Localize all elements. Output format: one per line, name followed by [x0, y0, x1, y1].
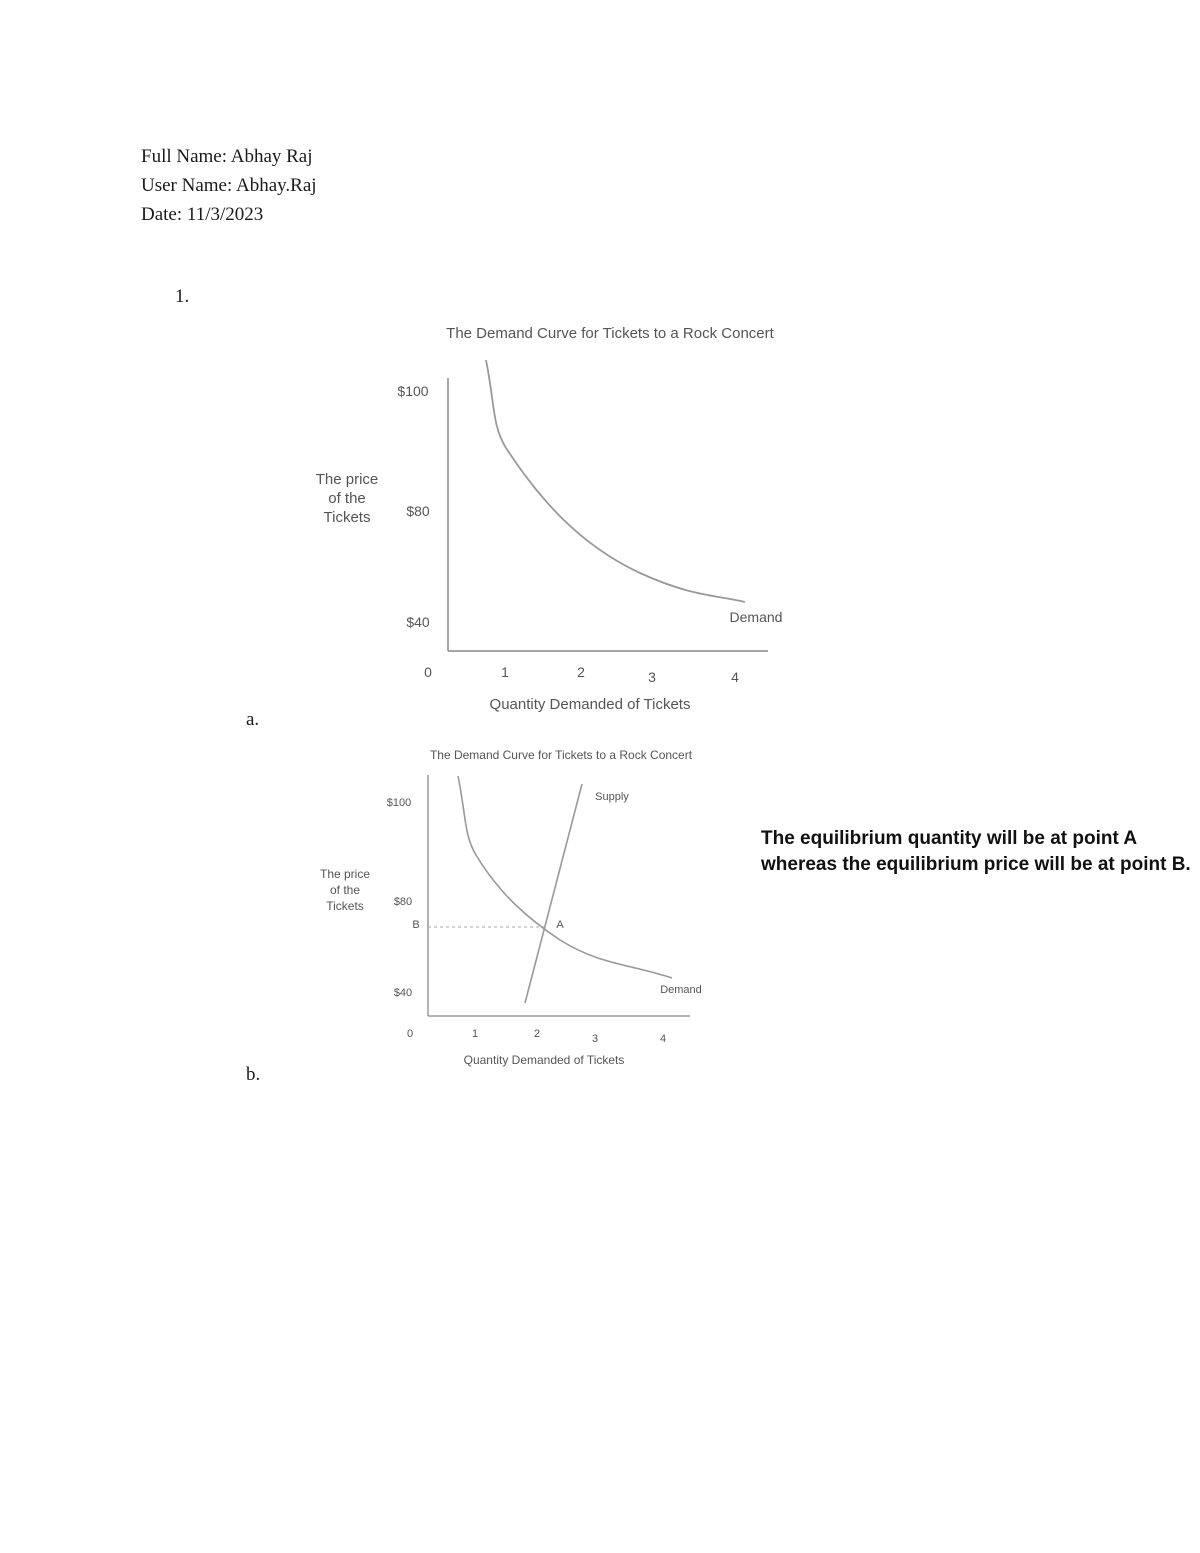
x-tick-1: 1 — [501, 664, 509, 680]
x-tick-3: 3 — [591, 1033, 599, 1045]
y-tick-40: $40 — [393, 987, 413, 999]
point-a-label: A — [556, 919, 564, 931]
full-name: Full Name: Abhay Raj — [141, 146, 313, 167]
y-axis-label-line-1: The price — [319, 867, 371, 881]
demand-label: Demand — [660, 984, 702, 996]
y-tick-100: $100 — [397, 383, 429, 399]
x-tick-2: 2 — [577, 664, 585, 680]
chart-title: The Demand Curve for Tickets to a Rock Concert — [446, 325, 774, 342]
part-a-label: a. — [246, 709, 260, 730]
y-axis-label-line-2: of the — [329, 883, 361, 897]
y-axis-label-line-2: of the — [328, 490, 366, 507]
point-b-label: B — [412, 919, 420, 931]
x-tick-0: 0 — [406, 1028, 414, 1040]
chart-title: The Demand Curve for Tickets to a Rock Concert — [429, 748, 693, 762]
demand-label: Demand — [729, 609, 783, 625]
x-axis-label: Quantity Demanded of Tickets — [463, 1053, 625, 1067]
y-tick-80: $80 — [393, 896, 413, 908]
y-tick-100: $100 — [386, 797, 412, 809]
demand-curve — [458, 776, 672, 978]
x-tick-4: 4 — [731, 669, 739, 685]
date: Date: 11/3/2023 — [141, 204, 264, 225]
part-b-label: b. — [246, 1064, 261, 1085]
user-name: User Name: Abhay.Raj — [141, 175, 317, 196]
x-tick-3: 3 — [648, 669, 656, 685]
equilibrium-answer: The equilibrium quantity will be at point A whereas the equilibrium price will be at point B. — [761, 828, 1191, 875]
x-tick-1: 1 — [471, 1028, 479, 1040]
y-axis-label-line-3: Tickets — [323, 509, 371, 526]
x-tick-4: 4 — [659, 1033, 667, 1045]
y-axis-label-line-3: Tickets — [326, 899, 364, 913]
x-axis-label: Quantity Demanded of Tickets — [489, 696, 691, 713]
y-tick-80: $80 — [406, 503, 430, 519]
supply-curve — [525, 784, 582, 1003]
y-axis-label-line-1: The price — [315, 471, 379, 488]
x-tick-0: 0 — [424, 664, 432, 680]
question-number: 1. — [175, 286, 190, 307]
x-tick-2: 2 — [533, 1028, 541, 1040]
y-tick-40: $40 — [406, 614, 430, 630]
supply-label: Supply — [595, 791, 629, 803]
